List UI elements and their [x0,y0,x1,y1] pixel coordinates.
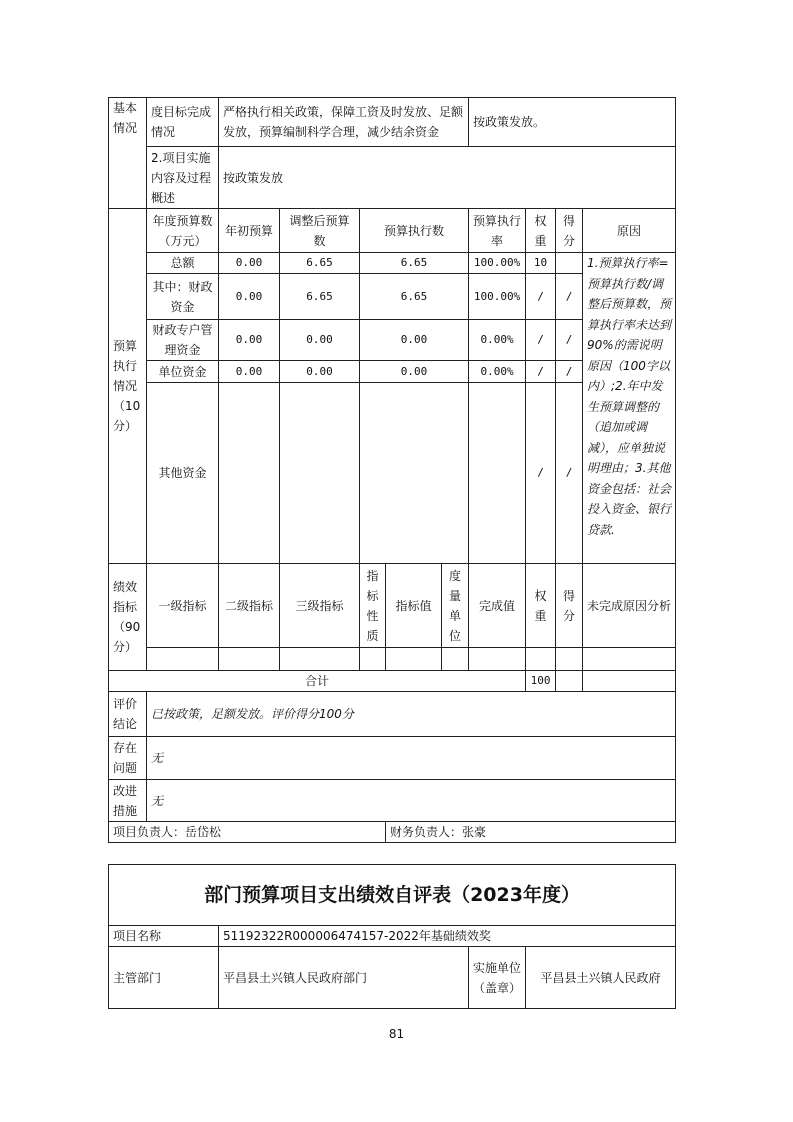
cell-weight: / [526,361,556,383]
goal-plan: 严格执行相关政策，保障工资及时发放、足额发放，预算编制科学合理，减少结余资金 [219,98,469,147]
row-name: 财政专户管理资金 [147,320,219,361]
goal-label: 度目标完成情况 [147,98,219,147]
cell-score: / [556,383,583,564]
empty-cell [583,648,676,671]
perf-header-actual: 完成值 [469,564,526,648]
perf-header-value: 指标值 [386,564,442,648]
cell-adjusted: 0.00 [280,320,360,361]
finance-owner: 财务负责人：张豪 [386,822,676,843]
issues-label: 存在问题 [109,737,147,780]
empty-cell [360,648,386,671]
cell-executed: 0.00 [360,320,469,361]
cell-score: / [556,274,583,320]
dept-label: 主管部门 [109,947,219,1009]
header-initial: 年初预算 [219,209,280,253]
cell-executed [360,383,469,564]
perf-header-weight: 权重 [526,564,556,648]
cell-weight: / [526,320,556,361]
cell-adjusted [280,383,360,564]
perf-label: 绩效指标（90分） [109,564,147,671]
cell-executed: 0.00 [360,361,469,383]
cell-rate: 0.00% [469,361,526,383]
cell-adjusted: 6.65 [280,253,360,274]
cell-initial: 0.00 [219,274,280,320]
performance-table [108,97,676,843]
cell-initial: 0.00 [219,361,280,383]
page-number: 81 [388,1027,405,1041]
row-name: 单位资金 [147,361,219,383]
reason-note: 1.预算执行率=预算执行数/调整后预算数，预算执行率未达到90%的需说明原因（100字以内）;2.年中发生预算调整的（追加或调减），应单独说明理由；3.其他资金包括：社会投入资金、银行贷款. [583,253,676,564]
header-adjusted: 调整后预算数 [280,209,360,253]
cell-executed: 6.65 [360,274,469,320]
empty-cell [147,648,219,671]
perf-header-reason: 未完成原因分析 [583,564,676,648]
cell-score [556,253,583,274]
perf-header-score: 得分 [556,564,583,648]
perf-header-level1: 一级指标 [147,564,219,648]
perf-header-level2: 二级指标 [219,564,280,648]
project-name: 51192322R000006474157-2022年基础绩效奖 [219,926,676,947]
header-weight: 权重 [526,209,556,253]
cell-weight: / [526,383,556,564]
cell-adjusted: 6.65 [280,274,360,320]
cell-executed: 6.65 [360,253,469,274]
header-annual: 年度预算数（万元） [147,209,219,253]
empty-cell [556,671,583,692]
goal-actual: 按政策发放。 [469,98,676,147]
cell-score: / [556,320,583,361]
conclusion-text: 已按政策，足额发放。评价得分100分 [147,692,676,737]
empty-cell [280,648,360,671]
row-name: 总额 [147,253,219,274]
improve-text: 无 [147,780,676,822]
cell-rate: 0.00% [469,320,526,361]
impl-label: 2.项目实施内容及过程概述 [147,147,219,209]
header-score: 得分 [556,209,583,253]
perf-header-nature: 指标性质 [360,564,386,648]
project-name-label: 项目名称 [109,926,219,947]
self-evaluation-form [108,864,676,1009]
cell-weight: 10 [526,253,556,274]
impl-text: 按政策发放 [219,147,676,209]
cell-initial: 0.00 [219,253,280,274]
cell-rate: 100.00% [469,274,526,320]
basic-label: 基本情况 [109,98,147,209]
unit-label: 实施单位（盖章） [469,947,526,1009]
form-title: 部门预算项目支出绩效自评表（2023年度） [109,865,676,926]
row-name: 其中：财政资金 [147,274,219,320]
empty-cell [219,648,280,671]
header-executed: 预算执行数 [360,209,469,253]
project-owner: 项目负责人：岳岱松 [109,822,386,843]
dept-value: 平昌县土兴镇人民政府部门 [219,947,469,1009]
perf-header-unit: 度量单位 [442,564,469,648]
empty-cell [556,648,583,671]
empty-cell [583,671,676,692]
cell-rate: 100.00% [469,253,526,274]
perf-header-level3: 三级指标 [280,564,360,648]
empty-cell [526,648,556,671]
conclusion-label: 评价结论 [109,692,147,737]
total-label: 合计 [109,671,526,692]
total-weight: 100 [526,671,556,692]
header-reason: 原因 [583,209,676,253]
cell-initial: 0.00 [219,320,280,361]
cell-initial [219,383,280,564]
cell-rate [469,383,526,564]
empty-cell [442,648,469,671]
cell-weight: / [526,274,556,320]
row-name: 其他资金 [147,383,219,564]
budget-label: 预算执行情况（10分） [109,209,147,564]
improve-label: 改进措施 [109,780,147,822]
issues-text: 无 [147,737,676,780]
cell-score: / [556,361,583,383]
empty-cell [469,648,526,671]
empty-cell [386,648,442,671]
header-rate: 预算执行率 [469,209,526,253]
unit-value: 平昌县土兴镇人民政府 [526,947,676,1009]
cell-adjusted: 0.00 [280,361,360,383]
